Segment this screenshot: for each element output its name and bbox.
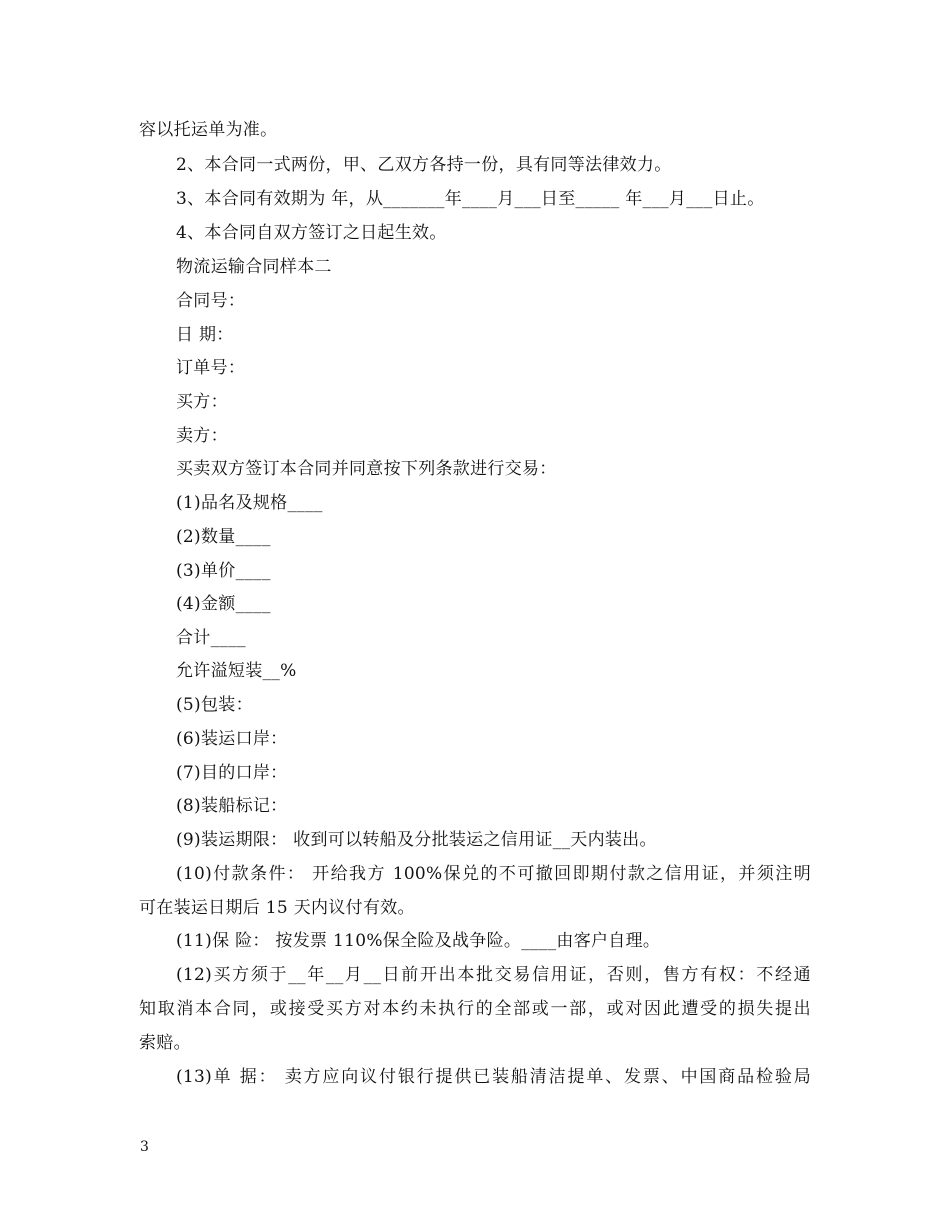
text-line: (2)数量____ [176,527,271,547]
text-line: 知取消本合同，或接受买方对本约未执行的全部或一部，或对因此遭受的损失提出 [139,999,811,1019]
text-line: (4)金额____ [176,594,271,614]
text-line: 订单号： [176,358,246,378]
text-line: (6)装运口岸： [176,729,288,749]
text-line: 买卖双方签订本合同并同意按下列条款进行交易： [176,459,557,479]
text-line: 允许溢短装__% [176,661,297,681]
text-line: 可在装运日期后 15 天内议付有效。 [139,898,415,918]
text-line: (3)单价____ [176,561,271,581]
text-line: (8)装船标记： [176,796,288,816]
page-number: 3 [140,1139,149,1155]
text-line: (10)付款条件： 开给我方 100%保兑的不可撤回即期付款之信用证，并须注明 [176,864,811,884]
text-line: 4、本合同自双方签订之日起生效。 [176,223,447,243]
text-line: 合计____ [176,628,246,648]
text-line: 索赔。 [139,1033,191,1053]
text-line: (11)保 险： 按发票 110%保全险及战争险。____由客户自理。 [176,931,661,951]
text-line: 容以托运单为准。 [139,120,278,140]
section-title: 物流运输合同样本二 [176,257,332,277]
text-line: 合同号： [176,291,246,311]
text-line: 卖方： [176,426,228,446]
text-line: (5)包装： [176,695,253,715]
text-line: (1)品名及规格____ [176,493,323,513]
text-line: 买方： [176,392,228,412]
text-line: 2、本合同一式两份，甲、乙双方各持一份，具有同等法律效力。 [176,155,672,175]
text-line: 日 期： [176,325,234,345]
text-line: (7)目的口岸： [176,763,288,783]
text-line: (13)单 据： 卖方应向议付银行提供已装船清洁提单、发票、中国商品检验局 [176,1067,811,1087]
text-line: (9)装运期限： 收到可以转船及分批装运之信用证__天内装出。 [176,830,657,850]
text-line: (12)买方须于__年__月__日前开出本批交易信用证，否则，售方有权：不经通 [176,965,811,985]
text-line: 3、本合同有效期为 年，从_______年____月___日至_____ 年___月___日止。 [176,189,765,209]
